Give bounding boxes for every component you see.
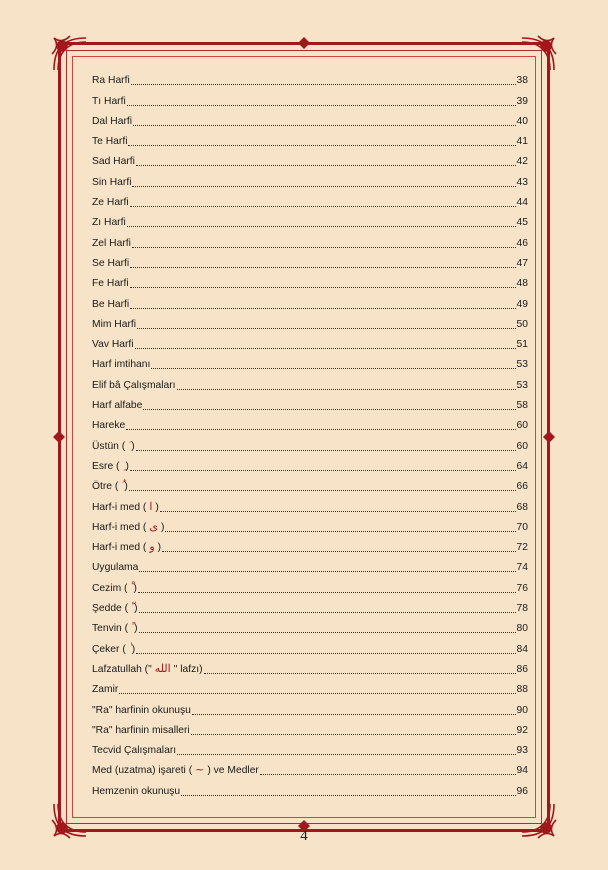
toc-entry[interactable] <box>92 393 528 413</box>
toc-entry-label: Elif bâ Çalışmaları <box>92 379 176 391</box>
toc-entry-title <box>92 135 127 149</box>
toc-entry-page: 76 <box>516 582 528 594</box>
harakah-symbol: و <box>149 540 155 554</box>
toc-entry-label-suffix: ) <box>124 481 128 493</box>
toc-entry-title <box>92 196 129 210</box>
toc-entry-page: 38 <box>516 75 528 87</box>
toc-entry[interactable] <box>92 454 528 474</box>
toc-entry-page: 93 <box>516 745 528 757</box>
toc-entry-title <box>92 298 129 312</box>
toc-entry-title <box>92 257 129 271</box>
toc-entry-label: "Ra" harfinin okunuşu <box>92 704 191 716</box>
toc-entry-label: Hareke <box>92 420 126 432</box>
toc-entry-title <box>92 216 126 230</box>
toc-entry-label: Cezim ( <box>92 582 128 594</box>
toc-entry[interactable] <box>92 88 528 108</box>
dot-leader <box>139 631 516 633</box>
toc-entry-page: 49 <box>516 298 528 310</box>
toc-entry-page: 72 <box>516 542 528 554</box>
dot-leader <box>136 652 515 654</box>
toc-entry[interactable] <box>92 657 528 677</box>
toc-entry-page: 53 <box>516 379 528 391</box>
toc-entry-label: Harf alfabe <box>92 400 143 412</box>
toc-entry-title <box>92 155 135 169</box>
toc-entry[interactable] <box>92 312 528 332</box>
toc-entry-label: Zı Harfi <box>92 217 126 229</box>
toc-entry-label-suffix: ) <box>160 521 165 533</box>
toc-entry-title <box>92 237 131 251</box>
dot-leader <box>127 104 516 106</box>
toc-entry-label: Zamir <box>92 684 119 696</box>
toc-entry[interactable] <box>92 758 528 778</box>
toc-entry-page: 39 <box>516 95 528 107</box>
toc-entry-label-suffix: ) <box>131 440 135 452</box>
frame-diamond-icon <box>543 431 555 443</box>
frame-diamond-icon <box>298 37 310 49</box>
toc-entry-page: 84 <box>516 643 528 655</box>
dot-leader <box>192 713 516 715</box>
dot-leader <box>143 408 515 410</box>
toc-entry-label-suffix: ) <box>133 582 137 594</box>
toc-entry-page: 74 <box>516 562 528 574</box>
toc-entry-title <box>92 643 135 657</box>
dot-leader <box>135 347 516 349</box>
toc-entry-label: Harf-i med ( <box>92 501 147 513</box>
dot-leader <box>119 692 515 694</box>
toc-entry-page: 45 <box>516 217 528 229</box>
toc-entry[interactable] <box>92 129 528 149</box>
toc-entry-label-suffix: ) <box>125 460 129 472</box>
toc-entry[interactable] <box>92 515 528 535</box>
toc-entry-label: Hemzenin okunuşu <box>92 785 181 797</box>
toc-entry[interactable] <box>92 596 528 616</box>
toc-entry-page: 68 <box>516 501 528 513</box>
toc-entry-page: 48 <box>516 278 528 290</box>
page-number: 4 <box>300 828 308 844</box>
toc-entry-page: 80 <box>516 623 528 635</box>
dot-leader <box>130 469 516 471</box>
toc-entry[interactable] <box>92 474 528 494</box>
harakah-symbol: ا <box>149 499 153 513</box>
toc-entry[interactable] <box>92 68 528 88</box>
toc-entry[interactable] <box>92 291 528 311</box>
toc-entry-page: 60 <box>516 420 528 432</box>
toc-entry-label: Te Harfi <box>92 136 128 148</box>
toc-entry-title <box>92 785 180 799</box>
toc-entry-page: 44 <box>516 197 528 209</box>
table-of-contents <box>92 68 528 799</box>
toc-entry[interactable] <box>92 413 528 433</box>
toc-entry-page: 64 <box>516 460 528 472</box>
toc-entry-page: 47 <box>516 257 528 269</box>
toc-entry[interactable] <box>92 169 528 189</box>
toc-entry-label: Harf imtihanı <box>92 359 151 371</box>
toc-entry[interactable] <box>92 677 528 697</box>
toc-entry-label-suffix: ) <box>131 643 136 655</box>
dot-leader <box>136 449 516 451</box>
dot-leader <box>130 266 515 268</box>
toc-entry[interactable] <box>92 230 528 250</box>
toc-entry-title <box>92 338 134 352</box>
toc-entry-title <box>92 663 203 677</box>
toc-entry-title <box>92 176 131 190</box>
toc-entry-title <box>92 277 129 291</box>
toc-entry-page: 41 <box>516 136 528 148</box>
toc-entry-label: Harf-i med ( <box>92 542 147 554</box>
toc-entry-label: Uygulama <box>92 562 139 574</box>
toc-entry-label: Be Harfi <box>92 298 130 310</box>
toc-entry-label: Tecvid Çalışmaları <box>92 745 177 757</box>
dot-leader <box>177 753 515 755</box>
toc-entry-label: Esre ( <box>92 460 120 472</box>
dot-leader <box>138 591 516 593</box>
toc-entry-title <box>92 95 126 109</box>
toc-entry-page: 96 <box>516 785 528 797</box>
toc-entry-title <box>92 541 161 555</box>
toc-entry-label-suffix: ) <box>155 501 159 513</box>
toc-entry-page: 51 <box>516 339 528 351</box>
toc-entry-label: Ze Harfi <box>92 197 129 209</box>
toc-entry-page: 90 <box>516 704 528 716</box>
toc-entry-title <box>92 379 176 393</box>
toc-entry-title <box>92 602 138 616</box>
toc-entry-title <box>92 115 132 129</box>
toc-entry[interactable] <box>92 555 528 575</box>
dot-leader <box>181 794 515 796</box>
toc-entry-title <box>92 764 259 778</box>
dot-leader <box>137 327 515 329</box>
toc-entry-page: 92 <box>516 724 528 736</box>
toc-entry-title <box>92 561 138 575</box>
toc-entry-title <box>92 480 128 494</box>
dot-leader <box>191 733 516 735</box>
toc-entry-label-suffix: ) <box>157 542 162 554</box>
toc-entry[interactable] <box>92 190 528 210</box>
toc-entry[interactable] <box>92 210 528 230</box>
toc-entry-label: Üstün ( <box>92 440 126 452</box>
toc-entry-title <box>92 318 136 332</box>
dot-leader <box>126 428 515 430</box>
toc-entry-label: Sad Harfi <box>92 156 135 168</box>
toc-entry-label-suffix: ) ve Medler <box>207 765 259 777</box>
toc-entry-label: Sin Harfi <box>92 176 132 188</box>
dot-leader <box>165 530 515 532</box>
harakah-symbol: الله <box>154 661 171 675</box>
toc-entry[interactable] <box>92 575 528 595</box>
toc-entry-page: 60 <box>516 440 528 452</box>
toc-entry-label: Şedde ( <box>92 603 129 615</box>
dot-leader <box>130 307 515 309</box>
dot-leader <box>130 205 516 207</box>
dot-leader <box>260 773 516 775</box>
toc-entry-page: 40 <box>516 115 528 127</box>
toc-entry[interactable] <box>92 636 528 656</box>
toc-entry-page: 58 <box>516 400 528 412</box>
toc-entry-label: Zel Harfi <box>92 237 131 249</box>
toc-entry-label-suffix: " lafzı) <box>173 663 203 675</box>
toc-entry-page: 94 <box>516 765 528 777</box>
toc-entry-title <box>92 704 191 718</box>
toc-entry[interactable] <box>92 372 528 392</box>
toc-entry[interactable] <box>92 332 528 352</box>
toc-entry-title <box>92 622 138 636</box>
frame-diamond-icon <box>53 431 65 443</box>
toc-entry-label: Med (uzatma) işareti ( <box>92 765 193 777</box>
dot-leader <box>139 611 516 613</box>
ornamental-corner-icon <box>50 34 90 74</box>
toc-entry[interactable] <box>92 352 528 372</box>
toc-entry-title <box>92 724 190 738</box>
dot-leader <box>139 570 515 572</box>
toc-entry-title <box>92 744 176 758</box>
dot-leader <box>133 124 515 126</box>
toc-entry-label: Fe Harfi <box>92 278 129 290</box>
toc-entry-label: Lafzatullah (" <box>92 663 152 675</box>
toc-entry-label: Dal Harfi <box>92 115 133 127</box>
dot-leader <box>160 510 516 512</box>
toc-entry[interactable] <box>92 718 528 738</box>
dot-leader <box>151 367 515 369</box>
toc-entry-label: Harf-i med ( <box>92 521 147 533</box>
toc-entry-title <box>92 419 125 433</box>
toc-entry[interactable] <box>92 535 528 555</box>
toc-entry[interactable] <box>92 433 528 453</box>
toc-entry-title <box>92 582 137 596</box>
toc-entry-page: 88 <box>516 684 528 696</box>
toc-entry-label: Se Harfi <box>92 257 130 269</box>
toc-entry-title <box>92 440 135 454</box>
toc-entry-title <box>92 501 159 515</box>
harakah-symbol: ~ <box>195 763 205 777</box>
dot-leader <box>128 144 515 146</box>
toc-entry[interactable] <box>92 251 528 271</box>
toc-entry-page: 70 <box>516 521 528 533</box>
dot-leader <box>136 164 516 166</box>
toc-entry-label: Vav Harfi <box>92 339 134 351</box>
dot-leader <box>204 672 516 674</box>
toc-entry-title <box>92 683 118 697</box>
dot-leader <box>129 489 516 491</box>
toc-entry-label: Ötre ( <box>92 481 119 493</box>
toc-entry-page: 50 <box>516 318 528 330</box>
dot-leader <box>177 388 516 390</box>
toc-entry-page: 46 <box>516 237 528 249</box>
toc-entry-label: "Ra" harfinin misalleri <box>92 724 190 736</box>
toc-entry[interactable] <box>92 697 528 717</box>
toc-entry[interactable] <box>92 778 528 798</box>
toc-entry-page: 66 <box>516 481 528 493</box>
toc-entry-page: 78 <box>516 603 528 615</box>
toc-entry-page: 53 <box>516 359 528 371</box>
toc-entry-title <box>92 358 150 372</box>
toc-entry-label: Mim Harfi <box>92 318 137 330</box>
dot-leader <box>131 83 516 85</box>
toc-entry-label-suffix: ) <box>134 623 138 635</box>
toc-entry-title <box>92 460 129 474</box>
toc-entry-title <box>92 399 142 413</box>
dot-leader <box>127 225 516 227</box>
toc-entry[interactable] <box>92 109 528 129</box>
dot-leader <box>132 185 515 187</box>
toc-entry-label-suffix: ) <box>134 603 138 615</box>
toc-entry-label: Ra Harfi <box>92 75 130 87</box>
toc-entry[interactable] <box>92 738 528 758</box>
toc-entry[interactable] <box>92 271 528 291</box>
toc-entry-page: 43 <box>516 176 528 188</box>
toc-entry-label: Tenvin ( <box>92 623 129 635</box>
toc-entry-title <box>92 521 164 535</box>
toc-entry[interactable] <box>92 149 528 169</box>
toc-entry[interactable] <box>92 616 528 636</box>
toc-entry-title <box>92 74 130 88</box>
dot-leader <box>162 550 515 552</box>
toc-entry-page: 42 <box>516 156 528 168</box>
dot-leader <box>130 286 516 288</box>
harakah-symbol: ی <box>149 519 158 533</box>
dot-leader <box>132 246 516 248</box>
toc-entry-page: 86 <box>516 663 528 675</box>
toc-entry-label: Çeker ( <box>92 643 126 655</box>
toc-entry-label: Tı Harfi <box>92 95 126 107</box>
toc-entry[interactable] <box>92 494 528 514</box>
